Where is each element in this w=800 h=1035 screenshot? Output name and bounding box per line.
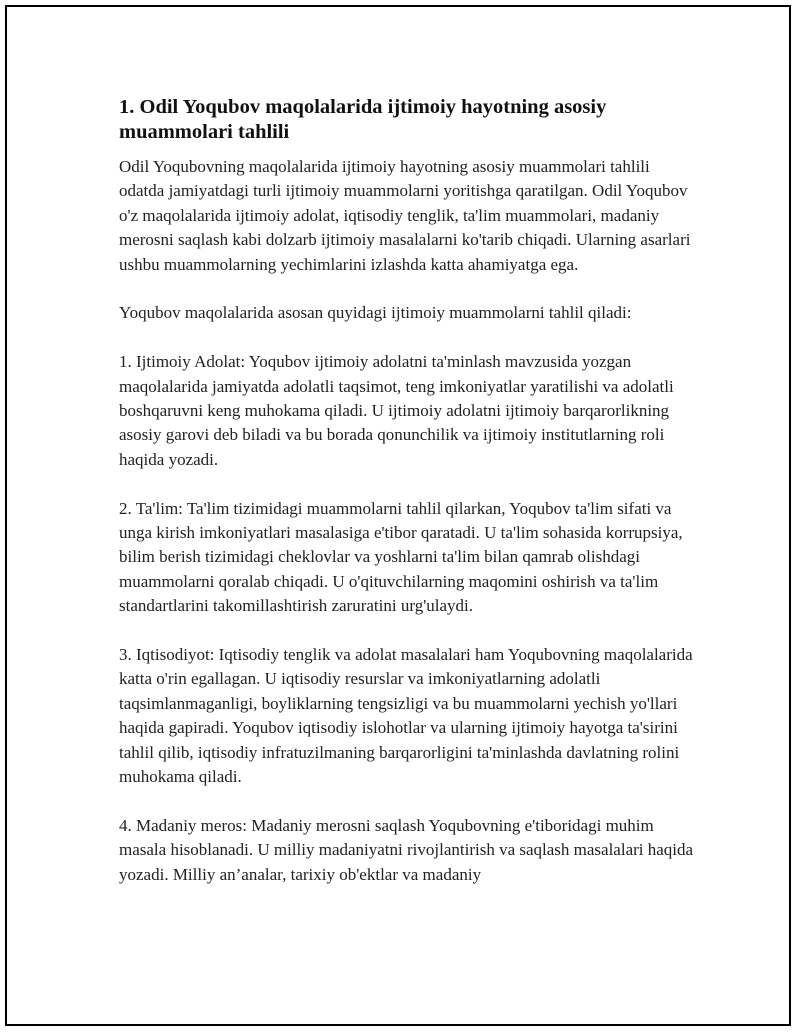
cultural-heritage-paragraph: 4. Madaniy meros: Madaniy merosni saqlash Yoqubovning e'tiboridagi muhim masala hisoblanadi. U milliy madaniyatni rivojlantirish va saqlash masalalari haqida yozadi. Milliy an’analar, tarixiy ob'ektlar va madaniy <box>119 815 694 884</box>
document-body <box>119 95 694 912</box>
social-justice-paragraph: 1. Ijtimoiy Adolat: Yoqubov ijtimoiy adolatni ta'minlash mavzusida yozgan maqolalarida jamiyatda adolatli taqsimot, teng imkoniyatlar yaratilishi va adolatli boshqaruvni keng muhokama qiladi. U ijtimoiy adolatni ijtimoiy barqarorlikning asosiy garovi deb biladi va bu borada qonunchilik va ijtimoiy institutlarning roli haqida yozadi. <box>119 352 674 469</box>
list-lead-paragraph: Yoqubov maqolalarida asosan quyidagi ijtimoiy muammolarni tahlil qiladi: <box>119 303 632 323</box>
document-page <box>5 5 791 1026</box>
section-title: 1. Odil Yoqubov maqolalarida ijtimoiy hayotning asosiy muammolari tahlili <box>119 96 607 143</box>
education-paragraph: 2. Ta'lim: Ta'lim tizimidagi muammolarni tahlil qilarkan, Yoqubov ta'lim sifati va unga kirish imkoniyatlari masalasiga e'tibor qaratadi. U ta'lim sohasida korrupsiya, bilim berish tizimidagi cheklovlar va yoshlarni ta'lim bilan qamrab olishdagi muammolarni qoralab chiqadi. U o'qituvchilarning maqomini oshirish va ta'lim standartlarini takomillashtirish zaruratini urg'ulaydi. <box>119 498 683 616</box>
economy-paragraph: 3. Iqtisodiyot: Iqtisodiy tenglik va adolat masalalari ham Yoqubovning maqolalarida katta o'rin egallagan. U iqtisodiy resurslar va imkoniyatlarning adolatli taqsimlanmaganligi, boyliklarning tengsizligi va bu muammolarni yechish yo'llari haqida gapiradi. Yoqubov iqtisodiy islohotlar va ularning ijtimoiy hayotga ta'sirini tahlil qilib, iqtisodiy infratuzilmaning barqarorligini ta'minlashda davlatning rolini muhokama qiladi. <box>119 645 693 787</box>
intro-paragraph: Odil Yoqubovning maqolalarida ijtimoiy hayotning asosiy muammolari tahlili odatda jamiyatdagi turli ijtimoiy muammolarni yoritishga qaratilgan. Odil Yoqubov o'z maqolalarida ijtimoiy adolat, iqtisodiy tenglik, ta'lim muammolari, madaniy merosni saqlash kabi dolzarb ijtimoiy masalalarni ko'tarib chiqadi. Ularning asarlari ushbu muammolarning yechimlarini izlashda katta ahamiyatga ega. <box>119 157 691 274</box>
